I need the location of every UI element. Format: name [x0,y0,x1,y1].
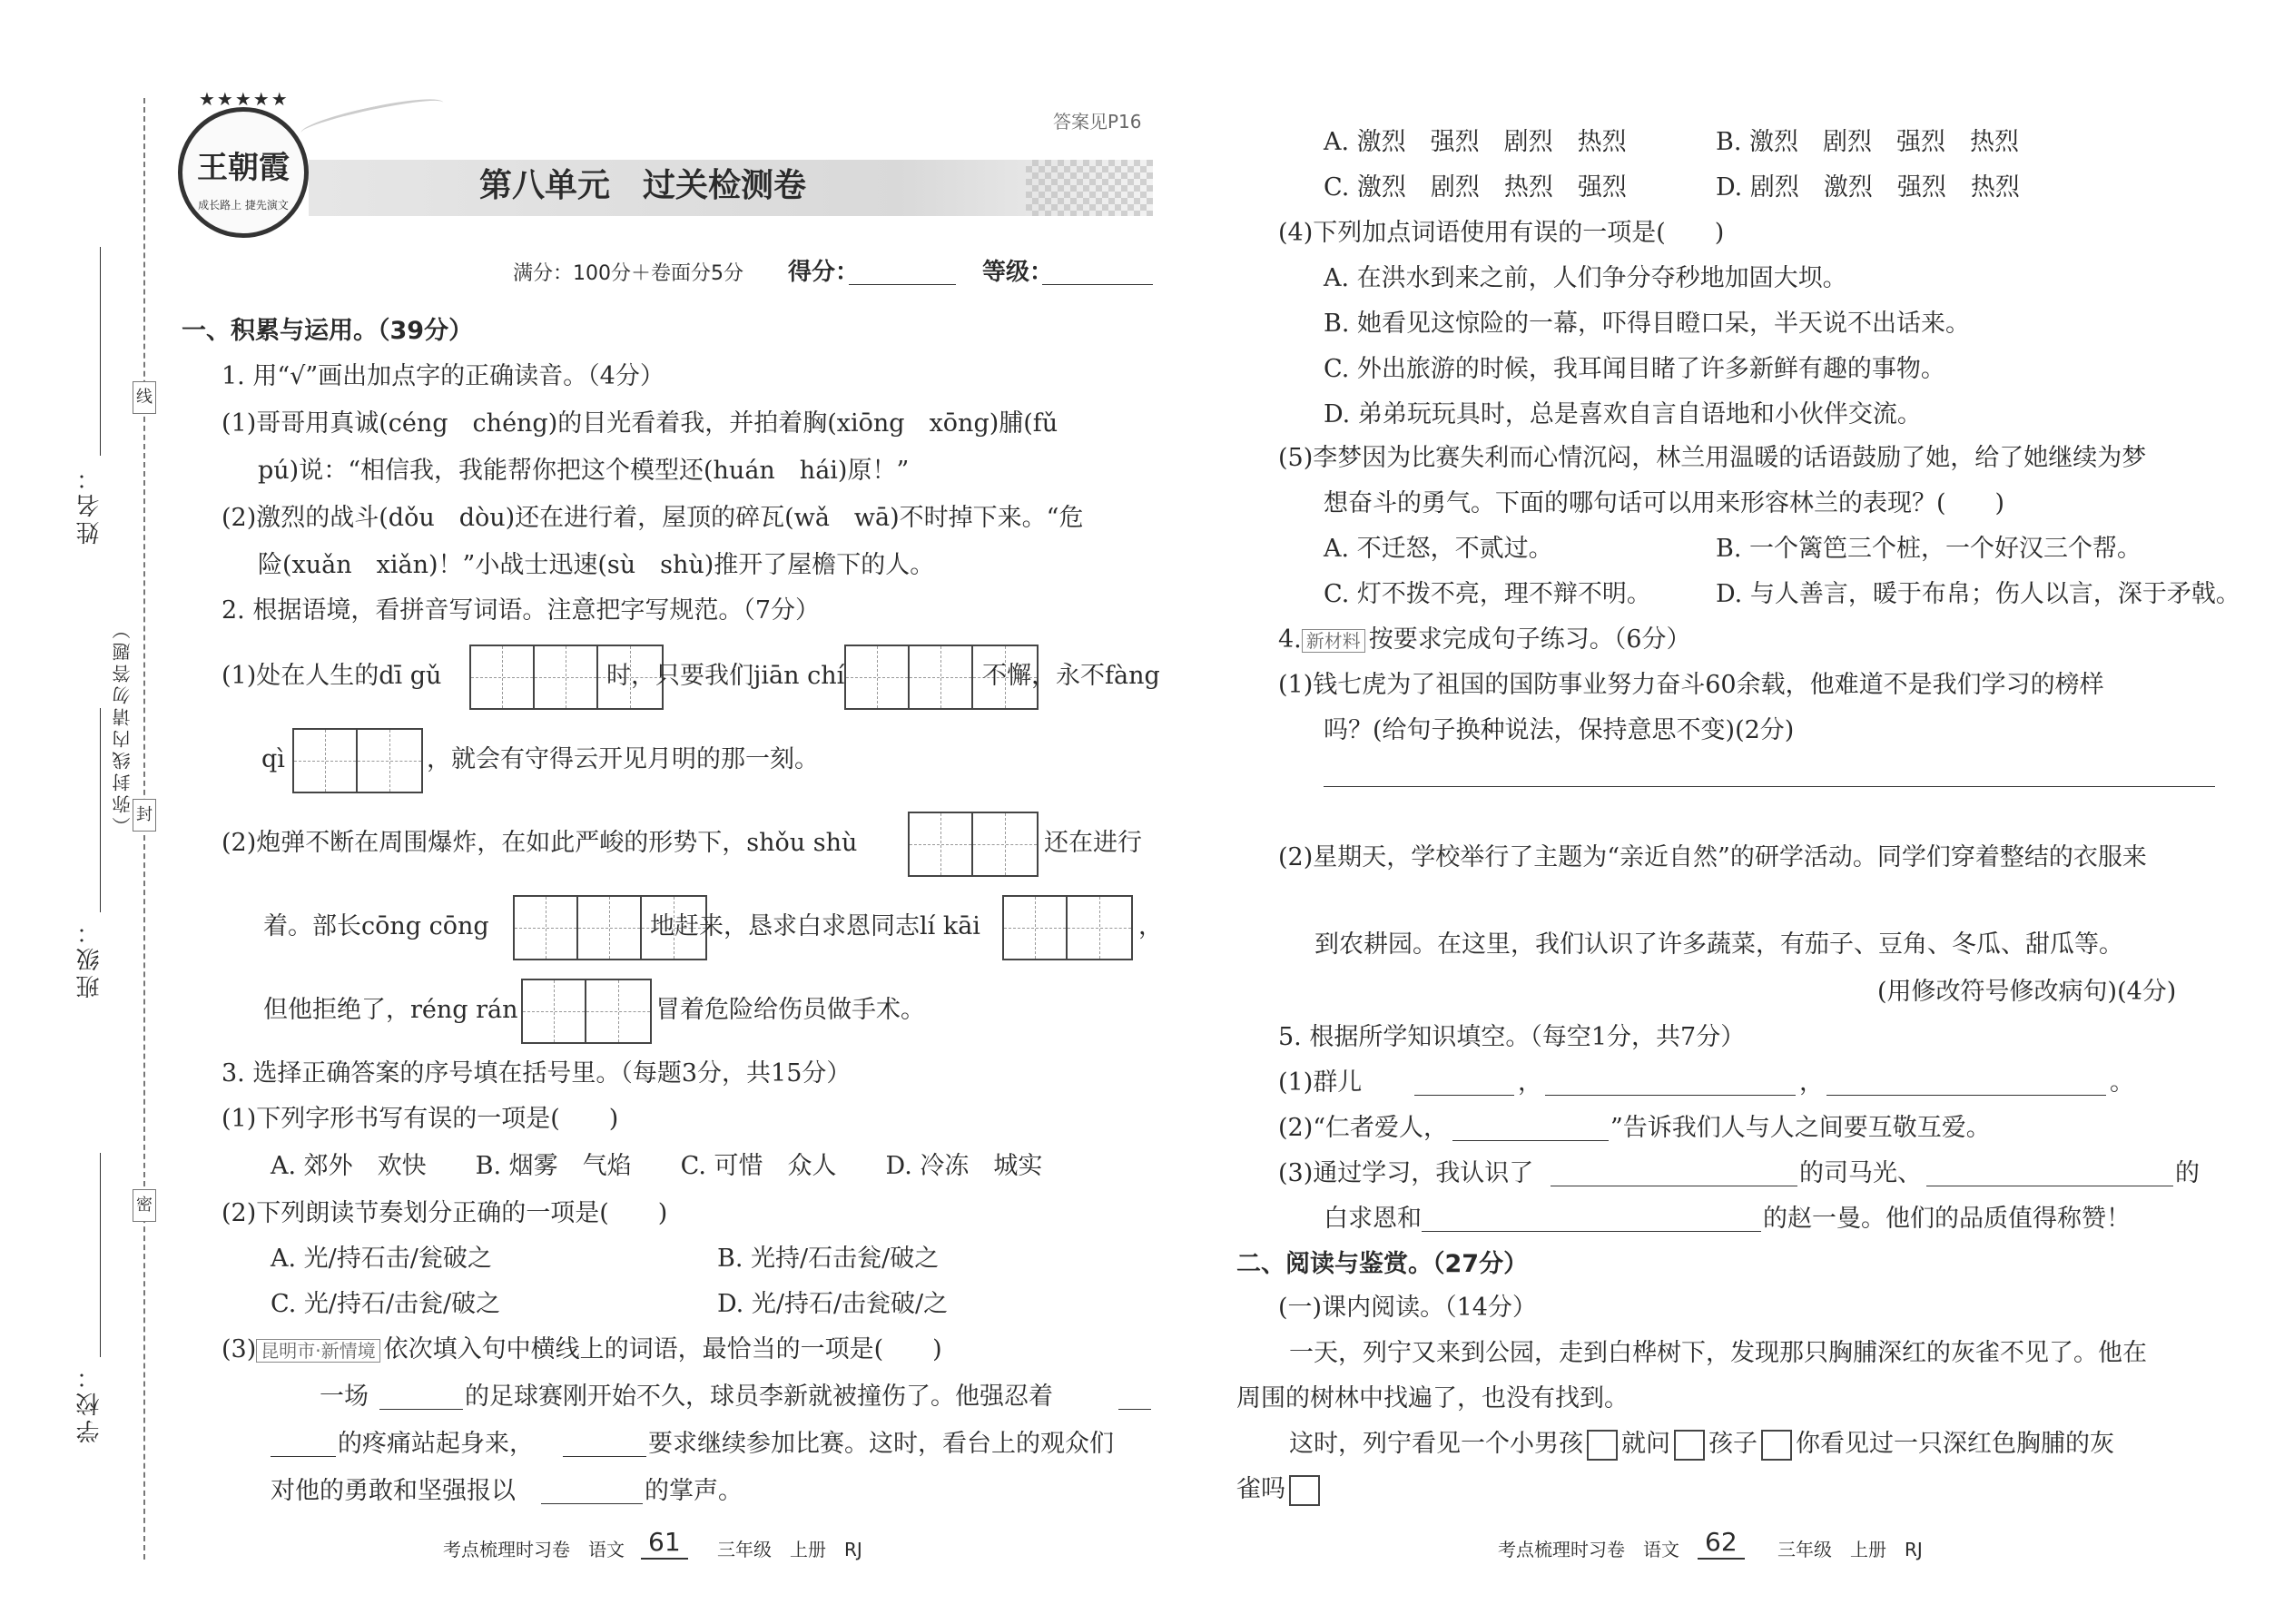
logo-ribbon [299,93,445,143]
punct-box-4[interactable] [1289,1475,1320,1506]
q3-stem: 3. 选择正确答案的序号填在括号里。（每题3分，共15分） [222,1059,852,1088]
q4-2-instruction: (用修改符号修改病句)(4分) [1877,978,2177,1006]
q5-3-label: (3)通过学习，我认识了 [1278,1159,1534,1187]
q4-1-answer-line[interactable] [1324,786,2215,787]
passage-line2: 周围的树林中找遍了，也没有找到。 [1236,1384,1629,1412]
binding-mark-mi: 密 [133,1189,156,1222]
q4-1-line1: (1)钱七虎为了祖国的国防事业努力奋斗60余载，他难道不是我们学习的榜样 [1278,671,2104,699]
q5-1-period: 。 [2110,1068,2134,1097]
logo-tagline: 成长路上 捷先演文 [198,199,289,212]
answer-reference: 答案见P16 [1053,111,1142,133]
footer-right-text: 考点梳理时习卷 语文 [1498,1539,1679,1560]
q3-5-line1: (5)李梦因为比赛失利而心情沉闷，林兰用温暖的话语鼓励了她，给了她继续为梦 [1278,444,2147,472]
q1-1-line2: pú)说：“相信我，我能帮你把这个模型还(huán hái)原！” [258,457,910,485]
passage-line1: 一天，列宁又来到公园，走到白桦树下，发现那只胸脯深红的灰雀不见了。他在 [1289,1339,2147,1367]
q5-1-blank-1[interactable] [1414,1095,1514,1096]
q3-3-blank-4[interactable] [541,1503,643,1504]
passage-line3-d: 你看见过一只深红色胸脯的灰 [1796,1430,2114,1458]
q1-1-line1: (1)哥哥用真诚(céng chéng)的目光看着我，并拍着胸(xiōng xōng)脯(fǔ [222,409,1058,438]
q2-2-text-f: 但他拒绝了，réng rán [263,996,518,1024]
q5-1-comma-2: ， [1799,1068,1824,1097]
q3-3-passage-2b: 要求继续参加比赛。这时，看台上的观众们 [648,1430,1114,1458]
q5-2-blank[interactable] [1452,1140,1609,1141]
q5-stem: 5. 根据所学知识填空。（每空1分，共7分） [1278,1023,1746,1051]
q3-3-stem [222,1334,942,1366]
section-1-heading: 一、积累与运用。（39分） [182,317,474,345]
punct-box-2[interactable] [1674,1430,1705,1461]
q1-2-line1: (2)激烈的战斗(dǒu dòu)还在进行着，屋顶的碎瓦(wǎ wā)不时掉下来。“危 [222,504,1084,532]
footer-right-grade: 三年级 上册 RJ [1777,1539,1923,1560]
q2-2-text-e: ， [1138,912,1163,940]
q3-3-passage-1a: 一场 [320,1383,369,1411]
q3-4-option-b: B. 她看见这惊险的一幕，吓得目瞪口呆，半天说不出话来。 [1324,310,1971,338]
page-title: 第八单元 过关检测卷 [479,167,807,204]
q4-text: 按要求完成句子练习。（6分） [1368,625,1691,654]
logo-emblem [178,88,309,238]
q1-stem: 1. 用“√”画出加点字的正确读音。（4分） [222,362,665,390]
footer-right-page: 62 [1698,1527,1745,1560]
class-field[interactable] [100,708,101,912]
passage-line3-c: 孩子 [1708,1430,1757,1458]
q4-stem [1278,625,1690,656]
q5-1-label: (1)群儿 [1278,1068,1363,1097]
grade-label: 等级： [982,259,1054,286]
footer-left-grade: 三年级 上册 RJ [717,1539,862,1560]
name-label: 姓名： [76,463,103,545]
q2-1-box-fangqi[interactable] [292,728,423,793]
q3-3-blank-3[interactable] [563,1456,646,1457]
q3-3-passage-3b: 的掌声。 [645,1477,743,1505]
passage-line3-a: 这时，列宁看见一个小男孩 [1289,1430,1583,1458]
title-banner-checker [1026,160,1153,216]
q5-2-text: ”告诉我们人与人之间要互敬互爱。 [1610,1114,1991,1142]
q3-5-option-d: D. 与人善言，暖于布帛；伤人以言，深于矛戟。 [1716,580,2240,608]
q3-3-tag: 昆明市·新情境 [256,1339,379,1363]
q2-1-text-e: ，就会有守得云开见月明的那一刻。 [427,745,819,773]
q3-3-number: (3) [222,1335,257,1363]
q2-2-box-shoushu[interactable] [908,812,1039,877]
q3-3-option-b: B. 激烈 剧烈 强烈 热烈 [1716,128,2020,156]
binding-notice: （弥封线内请勿答题） [112,617,133,835]
q3-2-option-c: C. 光/持石/击瓮/破之 [271,1290,501,1318]
q5-3-text-3: 白求恩和 [1324,1205,1422,1233]
q3-3-blank-1[interactable] [379,1409,463,1410]
score-info: 满分：100分＋卷面分5分 [513,262,743,285]
passage-line4 [1236,1474,1324,1506]
passage-line3 [1289,1429,2114,1461]
q2-2-text-d: 地赶来，恳求白求恩同志lí kāi [650,912,980,940]
q3-4-option-a: A. 在洪水到来之前，人们争分夺秒地加固大坝。 [1324,264,1847,292]
passage-line4-a: 雀吗 [1236,1475,1285,1503]
logo-text: 王朝霞 [197,150,290,186]
score-label: 得分： [788,259,860,286]
footer-left-page: 61 [641,1527,688,1560]
q3-4-option-d: D. 弟弟玩玩具时，总是喜欢自言自语地和小伙伴交流。 [1324,400,1922,428]
q3-5-option-c: C. 灯不拨不亮，理不辩不明。 [1324,580,1651,608]
q5-1-blank-2[interactable] [1545,1095,1796,1096]
q3-3-passage-2a: 的疼痛站起身来， [338,1430,534,1458]
punct-box-1[interactable] [1587,1430,1618,1461]
q2-2-text-c: 着。部长cōng cōng [263,912,489,940]
q4-number: 4. [1278,625,1302,654]
q4-2-line1: (2)星期天，学校举行了主题为“亲近自然”的研学活动。同学们穿着整结的衣服来 [1278,843,2147,871]
logo-stars: ★★★★★ [199,88,290,110]
q3-3-passage-3a: 对他的勇敢和坚强报以 [271,1477,516,1505]
q5-3-blank-3[interactable] [1422,1231,1761,1232]
name-field[interactable] [100,247,101,456]
q4-2-line2: 到农耕园。在这里，我们认识了许多蔬菜，有茄子、豆角、冬瓜、甜瓜等。 [1314,930,2123,959]
punct-box-3[interactable] [1761,1430,1792,1461]
q3-3-blank-2[interactable] [271,1456,336,1457]
q5-3-text-2: 的 [2175,1159,2200,1187]
q3-3-blank-2-lead[interactable] [1118,1409,1151,1410]
q2-2-box-rengran[interactable] [521,979,652,1044]
q3-3-text: 依次填入句中横线上的词语，最恰当的一项是( ) [383,1335,942,1363]
q2-1-text-a: (1)处在人生的dī gǔ [222,662,442,690]
q3-3-option-a: A. 激烈 强烈 剧烈 热烈 [1324,128,1627,156]
binding-mark-xian: 线 [133,381,156,414]
q3-4-option-c: C. 外出旅游的时候，我耳闻目睹了许多新鲜有趣的事物。 [1324,355,1945,383]
school-label: 学校： [76,1362,103,1443]
school-field[interactable] [100,1153,101,1357]
q3-5-option-a: A. 不迁怒，不贰过。 [1324,535,1553,563]
q4-tag: 新材料 [1302,629,1365,653]
q5-3-text-1: 的司马光、 [1799,1159,1922,1187]
class-label: 班级： [76,917,103,999]
q3-5-line2: 想奋斗的勇气。下面的哪句话可以用来形容林兰的表现？( ) [1324,489,2005,517]
q3-2-stem: (2)下列朗读节奏划分正确的一项是( ) [222,1199,668,1227]
footer-left-text: 考点梳理时习卷 语文 [443,1539,625,1560]
q5-3-text-4: 的赵一曼。他们的品质值得称赞！ [1763,1205,2131,1233]
q4-1-line2: 吗？(给句子换种说法，保持意思不变)(2分) [1324,716,1795,744]
q2-stem: 2. 根据语境，看拼音写词语。注意把字写规范。（7分） [222,596,821,625]
q3-4-stem: (4)下列加点词语使用有误的一项是( ) [1278,219,1725,247]
q3-2-option-a: A. 光/持石击/瓮破之 [271,1245,492,1273]
score-field[interactable] [849,284,956,285]
passage-line3-b: 就问 [1621,1430,1670,1458]
reading-1-heading: (一)课内阅读。（14分） [1278,1294,1537,1322]
q5-2-label: (2)“仁者爱人， [1278,1114,1449,1142]
grade-field[interactable] [1042,284,1153,285]
q3-3-passage-1b: 的足球赛刚开始不久，球员李新就被撞伤了。他强忍着 [465,1383,1053,1411]
q3-1-stem: (1)下列字形书写有误的一项是( ) [222,1105,619,1133]
q3-2-option-b: B. 光持/石击瓮/破之 [717,1245,940,1273]
q2-1-text-b: 时，只要我们jiān chí [606,662,845,690]
q3-3-option-d: D. 剧烈 激烈 强烈 热烈 [1716,173,2020,202]
q2-1-text-d: qì [261,745,285,773]
binding-mark-feng: 封 [133,799,156,832]
q5-1-blank-3[interactable] [1826,1095,2106,1096]
q5-1-comma-1: ， [1518,1068,1542,1097]
q3-5-option-b: B. 一个篱笆三个桩，一个好汉三个帮。 [1716,535,2142,563]
q3-1-options: A. 郊外 欢快 B. 烟雾 气焰 C. 可惜 众人 D. 冷冻 城实 [271,1152,1043,1180]
q2-2-text-a: (2)炮弹不断在周围爆炸，在如此严峻的形势下，shǒu shù [222,829,858,857]
q2-2-box-likai[interactable] [1002,895,1133,960]
q2-2-text-b: 还在进行 [1044,829,1142,857]
q2-2-text-g: 冒着危险给伤员做手术。 [655,996,925,1024]
q1-2-line2: 险(xuǎn xiǎn)！”小战士迅速(sù shù)推开了屋檐下的人。 [258,551,935,579]
q2-1-text-c: 不懈，永不fàng [982,662,1160,690]
q3-3-option-c: C. 激烈 剧烈 热烈 强烈 [1324,173,1627,202]
section-2-heading: 二、阅读与鉴赏。（27分） [1236,1250,1529,1278]
q3-2-option-d: D. 光/持石/击瓮破/之 [717,1290,949,1318]
